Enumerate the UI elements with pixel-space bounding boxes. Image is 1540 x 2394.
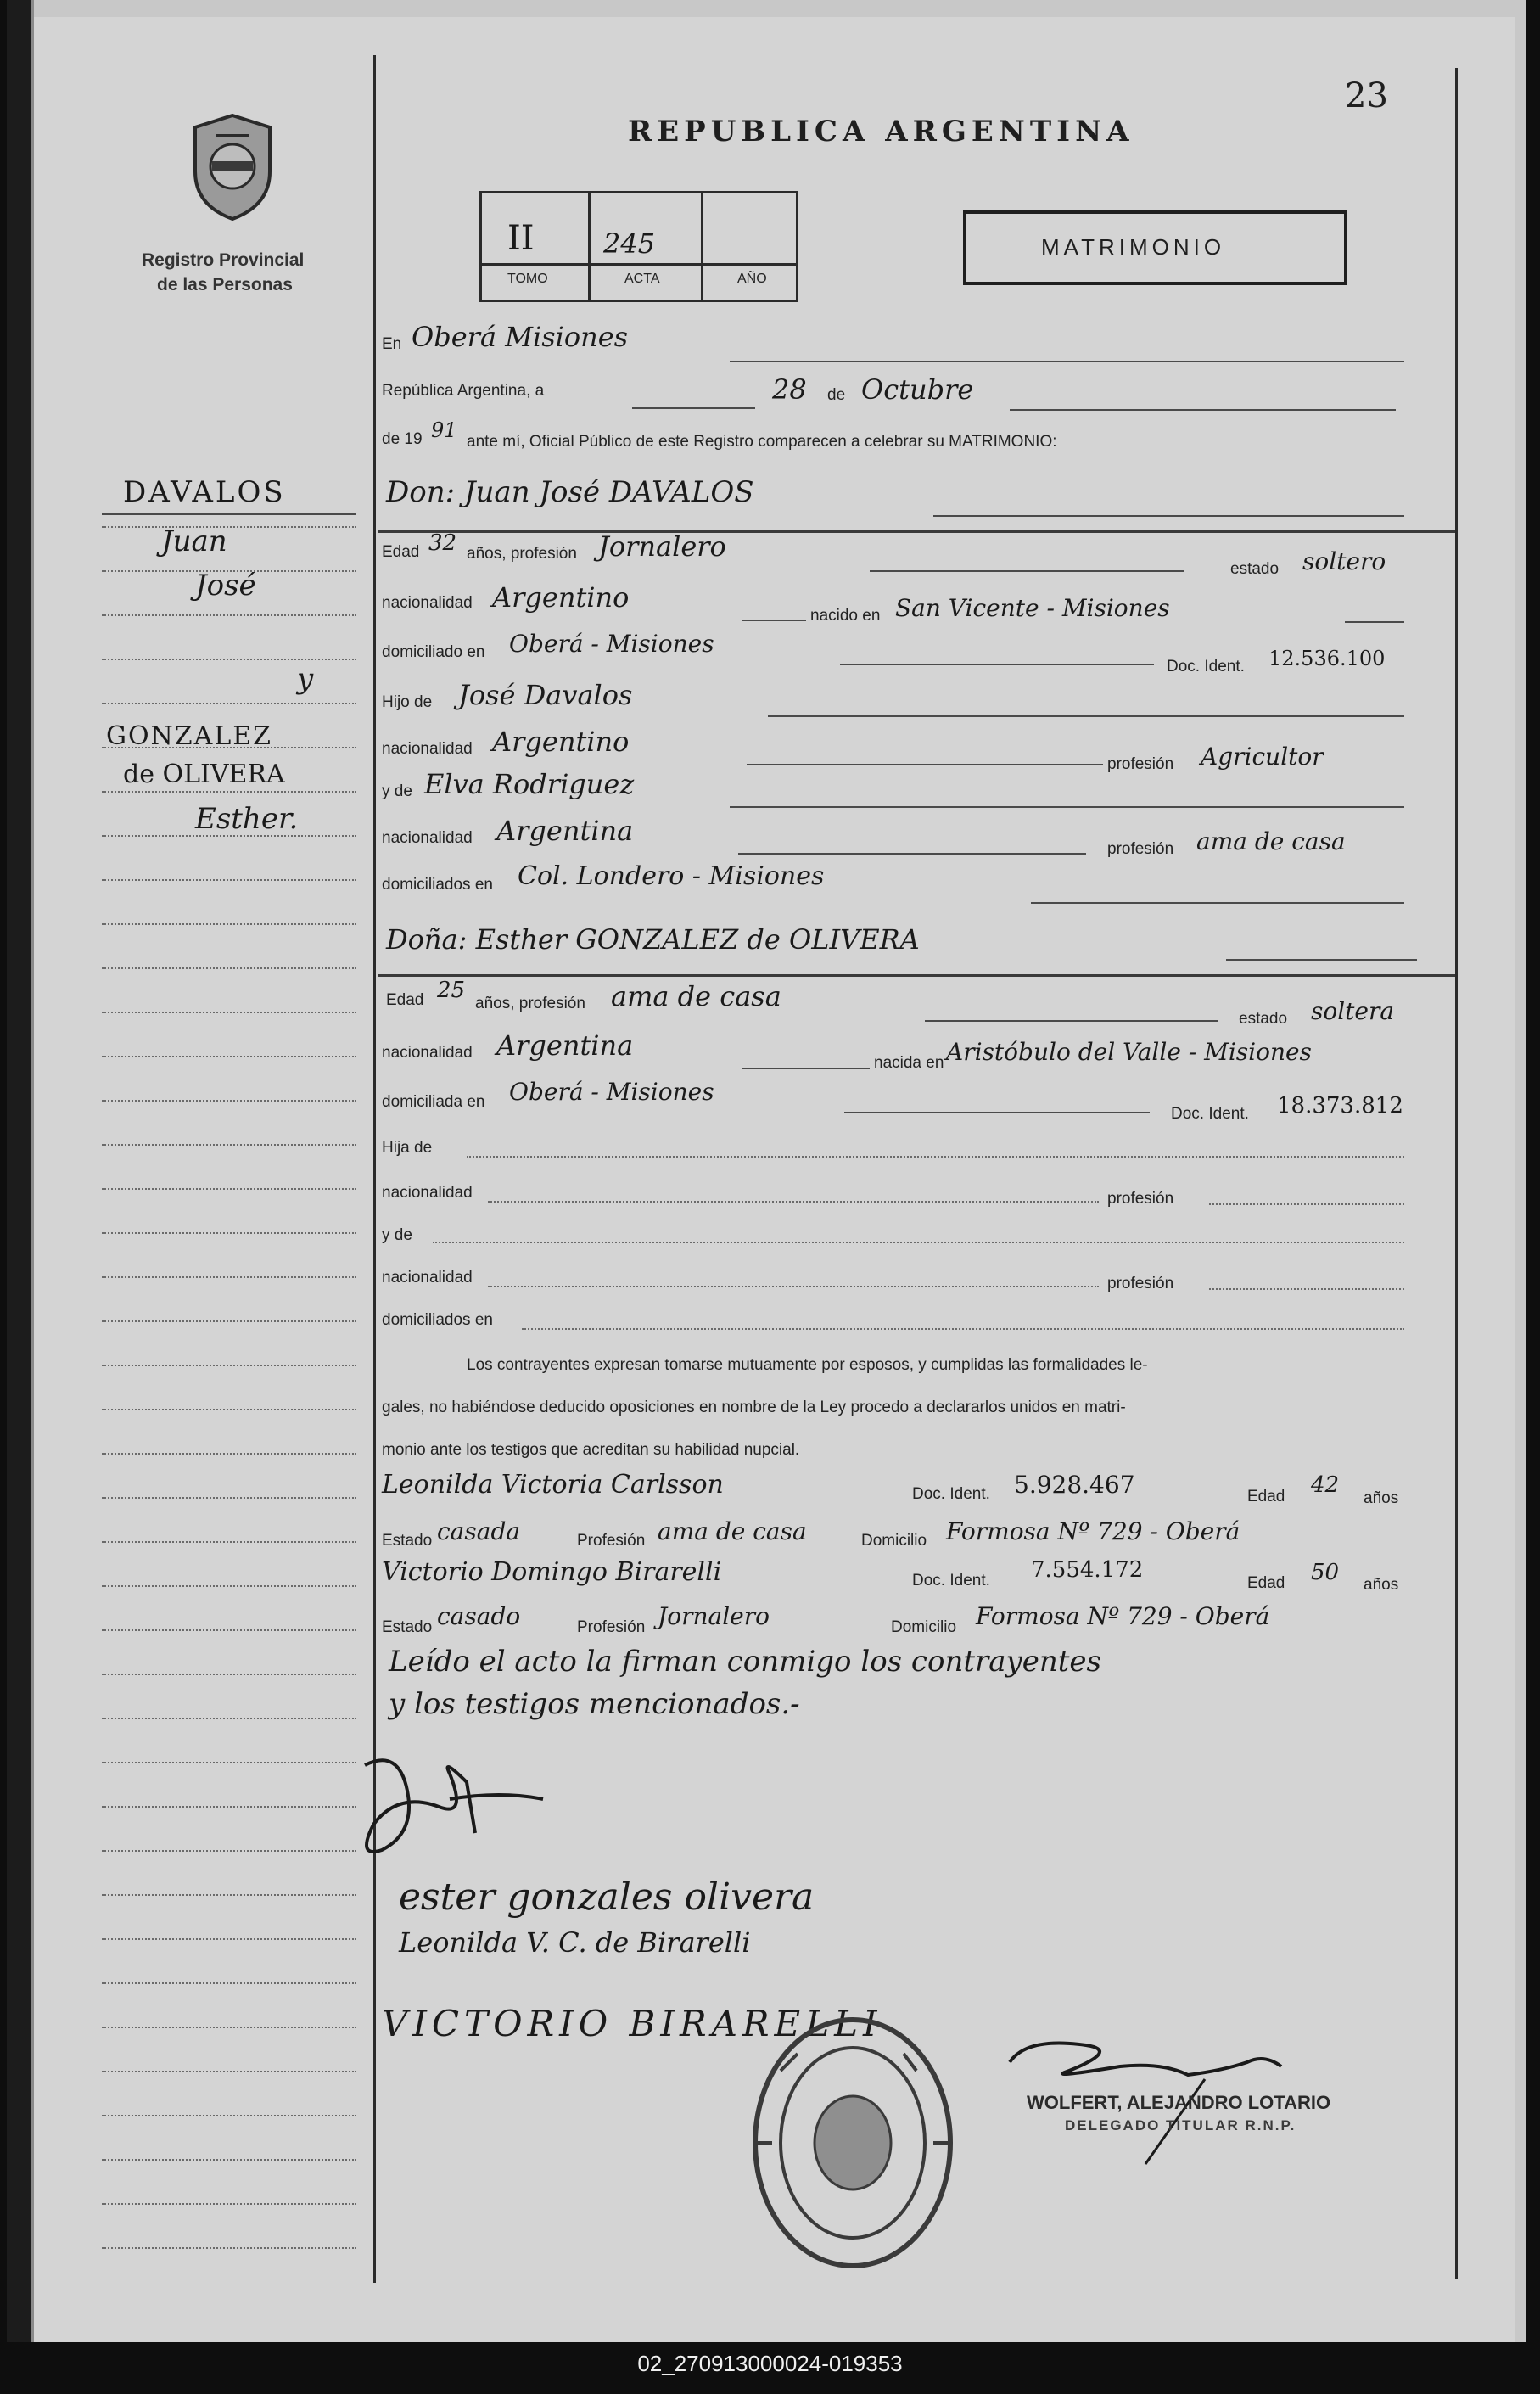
margin-rule-line [102,1012,356,1013]
margin-rule-line [102,2115,356,2116]
bride-prof-line [925,1020,1218,1022]
record-type-label: MATRIMONIO [1041,234,1226,260]
margin-rule-line [102,2071,356,2072]
margin-rule-line [102,1850,356,1852]
bride-state: soltera [1311,997,1395,1025]
de-label: de [827,386,846,404]
groom-andof-label: y de [382,782,412,800]
bride-mother-line [433,1242,1404,1243]
groom-mother-line [730,806,1404,808]
groom-age: 32 [428,530,457,556]
groom-father-prof-label: profesión [1107,755,1174,773]
groom-mother-nat-line [738,853,1086,855]
witness1-signature: Leonilda V. C. de Birarelli [399,1926,751,1959]
acta-cell [591,193,703,300]
margin-rule-line [102,1894,356,1896]
witness2-dom-label: Domicilio [891,1618,957,1636]
groom-father-nat-line [747,764,1103,765]
closing-line2: y los testigos mencionados.- [389,1687,800,1721]
groom-nationality: Argentino [492,581,630,614]
margin-given2: José [195,569,256,603]
groom-doc-label: Doc. Ident. [1167,658,1245,676]
witness1-doc-label: Doc. Ident. [912,1485,990,1503]
groom-nat-label: nacionalidad [382,594,473,612]
bride-dom-line [844,1112,1150,1113]
certificate-sheet [34,17,1515,2342]
margin-rule-line [102,1718,356,1719]
witness2-state-label: Estado [382,1618,433,1636]
acta-label: ACTA [624,272,660,286]
margin-given3: Esther. [195,802,299,836]
bride-age: 25 [437,978,466,1003]
bride-born: Aristóbulo del Valle - Misiones [946,1038,1312,1066]
office-name-line2: de las Personas [157,275,293,294]
bride-nat-label-2: nacionalidad [382,1269,473,1287]
ano-cell [703,193,796,300]
bride-dom-label: domiciliada en [382,1093,485,1111]
left-column-divider [373,55,376,2283]
margin-rule-line [102,967,356,969]
margin-surname2b: de OLIVERA [123,760,285,789]
groom-mother-nat-label: nacionalidad [382,829,473,847]
bride-age-label: Edad [386,991,424,1009]
bride-andof-label: y de [382,1226,412,1244]
bride-daughterof-label: Hija de [382,1139,433,1157]
witness2-doc-label: Doc. Ident. [912,1572,990,1589]
groom-name: Don: Juan José DAVALOS [386,475,754,509]
margin-rule-line [102,1365,356,1366]
date-line-2 [1010,409,1396,411]
bride-parents-dom-line [522,1328,1404,1330]
office-name-line1: Registro Provincial [142,250,305,270]
groom-prof-label: años, profesión [467,545,577,563]
witness2-state: casado [437,1602,521,1630]
bride-nationality: Argentina [496,1029,634,1062]
bride-domicile: Oberá - Misiones [509,1078,714,1106]
right-border [1455,68,1458,2279]
margin-rule-line [102,747,356,748]
declaration-line1: Los contrayentes expresan tomarse mutuamente por esposos, y cumplidas las formalidades le- [467,1356,1148,1374]
bride-parents-dom-label: domiciliados en [382,1311,493,1329]
groom-doc: 12.536.100 [1268,647,1386,670]
bride-doc-label: Doc. Ident. [1171,1105,1249,1123]
groom-nat-line [742,620,806,621]
margin-rule-line [102,1056,356,1057]
groom-name-line [933,515,1404,517]
bride-prof-label: años, profesión [475,995,585,1012]
groom-mother-prof-label: profesión [1107,840,1174,858]
republica-label: República Argentina, a [382,382,545,400]
groom-father-nat-label: nacionalidad [382,740,473,758]
witness1-state: casada [437,1517,521,1545]
registry-box-divider [482,263,796,266]
year-prefix: de 19 [382,430,423,448]
bride-prof-line-2 [1209,1288,1404,1290]
bride-prof-line-1 [1209,1203,1404,1205]
country-title: REPUBLICA ARGENTINA [628,115,1134,149]
margin-rule-line [102,1806,356,1808]
margin-rule-line [102,1585,356,1587]
groom-born: San Vicente - Misiones [895,594,1170,622]
margin-rule-line [102,1144,356,1146]
witness1-age: 42 [1311,1472,1340,1498]
margin-rule-line [102,659,356,660]
groom-state: soltero [1302,547,1386,575]
groom-father-line [768,715,1404,717]
tomo-cell [482,193,591,300]
margin-rule-line [102,1982,356,1984]
witness2-years-label: años [1364,1576,1399,1594]
groom-parents-dom: Col. Londero - Misiones [518,861,825,891]
margin-rule-line [102,2247,356,2249]
margin-rule-line [102,879,356,881]
margin-rule-line [102,703,356,704]
witness2-signature: VICTORIO BIRARELLI [382,2003,882,2044]
margin-rule-line [102,1629,356,1631]
ano-label: AÑO [737,272,767,286]
bride-nat-line-1 [488,1201,1099,1203]
groom-born-label: nacido en [810,607,881,625]
witness1-dom-label: Domicilio [861,1532,927,1550]
place-value: Oberá Misiones [412,321,629,353]
groom-sonof-label: Hijo de [382,693,433,711]
bride-nat-line [742,1068,870,1069]
groom-parents-dom-label: domiciliados en [382,876,493,894]
month-value: Octubre [861,373,974,406]
groom-born-line [1345,621,1404,623]
intro-statement: ante mí, Oficial Público de este Registro comparecen a celebrar su MATRIMONIO: [467,433,1057,451]
groom-father-prof: Agricultor [1201,743,1324,771]
scan-caption: 02_270913000024-019353 [637,2351,903,2376]
groom-prof-line [870,570,1184,572]
margin-rule-line [102,2159,356,2161]
bride-nat-label: nacionalidad [382,1044,473,1062]
witness1-doc: 5.928.467 [1014,1471,1135,1499]
bride-prof-label-1: profesión [1107,1190,1174,1208]
en-label: En [382,335,402,353]
witness1-name: Leonilda Victoria Carlsson [382,1470,724,1500]
margin-rule-line [102,791,356,793]
witness2-prof: Jornalero [658,1602,770,1630]
witness2-name: Victorio Domingo Birarelli [382,1557,722,1587]
official-name: WOLFERT, ALEJANDRO LOTARIO [1027,2092,1331,2113]
margin-rule-line [102,526,356,528]
bride-signature: ester gonzales olivera [399,1875,815,1919]
declaration-line2: gales, no habiéndose deducido oposiciones en nombre de la Ley procedo a declararlos unidos en matri- [382,1399,1126,1416]
declaration-line3: monio ante los testigos que acreditan su habilidad nupcial. [382,1441,800,1459]
official-title: DELEGADO TITULAR R.N.P. [1065,2117,1296,2133]
bride-father-line [467,1156,1404,1158]
record-type-box [963,210,1347,285]
place-line [730,361,1404,362]
bride-state-label: estado [1239,1010,1288,1028]
year-suffix: 91 [431,418,457,442]
bride-doc: 18.373.812 [1277,1093,1403,1119]
groom-divider [378,530,1455,533]
margin-surname2: GONZALEZ [106,721,272,751]
margin-rule-line [102,2203,356,2205]
witness2-prof-label: Profesión [577,1618,646,1636]
groom-parents-dom-line [1031,902,1404,904]
margin-rule [102,513,356,515]
witness1-dom: Formosa Nº 729 - Oberá [946,1517,1240,1545]
margin-rule-line [102,1320,356,1322]
margin-rule-line [102,1938,356,1940]
margin-rule-line [102,570,356,572]
tomo-label: TOMO [507,272,548,286]
bride-prof-label-2: profesión [1107,1275,1174,1292]
closing-line1: Leído el acto la firman conmigo los contrayentes [389,1645,1101,1679]
bride-name: Doña: Esther GONZALEZ de OLIVERA [386,923,920,956]
groom-dom-label: domiciliado en [382,643,485,661]
margin-rule-line [102,614,356,616]
witness1-years-label: años [1364,1489,1399,1507]
margin-rule-line [102,1674,356,1675]
day-value: 28 [772,373,807,406]
margin-rule-line [102,1100,356,1102]
witness2-age: 50 [1311,1560,1340,1585]
witness1-age-label: Edad [1247,1488,1285,1505]
margin-rule-line [102,1188,356,1190]
bride-name-line [1226,959,1417,961]
tomo-value: II [507,219,535,258]
binding-edge [7,0,31,2342]
margin-rule-line [102,835,356,837]
groom-signature [348,1740,568,1867]
witness2-age-label: Edad [1247,1574,1285,1592]
bride-divider [378,974,1455,977]
margin-rule-line [102,923,356,925]
groom-father: José Davalos [458,679,633,711]
bride-nat-label-1: nacionalidad [382,1184,473,1202]
groom-mother: Elva Rodriguez [424,768,635,800]
margin-conj: y [297,662,314,696]
official-seal-icon [747,2011,959,2274]
bride-profession: ama de casa [611,980,781,1012]
margin-rule-line [102,1276,356,1278]
bride-nat-line-2 [488,1286,1099,1287]
witness1-prof-label: Profesión [577,1532,646,1550]
witness2-doc: 7.554.172 [1031,1557,1144,1583]
witness1-prof: ama de casa [658,1517,807,1545]
groom-father-nat: Argentino [492,726,630,758]
margin-rule-line [102,1497,356,1499]
margin-given1: Juan [161,524,227,558]
acta-value: 245 [603,227,656,260]
margin-rule-line [102,1232,356,1234]
witness1-state-label: Estado [382,1532,433,1550]
margin-rule-line [102,1453,356,1455]
groom-domicile: Oberá - Misiones [509,630,714,658]
date-line-1 [632,407,755,409]
groom-profession: Jornalero [598,530,726,563]
margin-rule-line [102,1409,356,1410]
margin-rule-line [102,2027,356,2028]
groom-dom-line [840,664,1154,665]
margin-rule-line [102,1762,356,1763]
registry-box [479,191,798,302]
witness2-dom: Formosa Nº 729 - Oberá [976,1602,1270,1630]
groom-state-label: estado [1230,560,1280,578]
margin-rule-line [102,1541,356,1543]
coat-of-arms-icon [182,112,283,222]
bride-born-label: nacida en [874,1054,944,1072]
margin-surname: DAVALOS [123,475,286,509]
groom-mother-prof: ama de casa [1196,827,1346,855]
groom-age-label: Edad [382,543,420,561]
groom-mother-nat: Argentina [496,815,634,847]
page-number: 23 [1345,76,1388,115]
